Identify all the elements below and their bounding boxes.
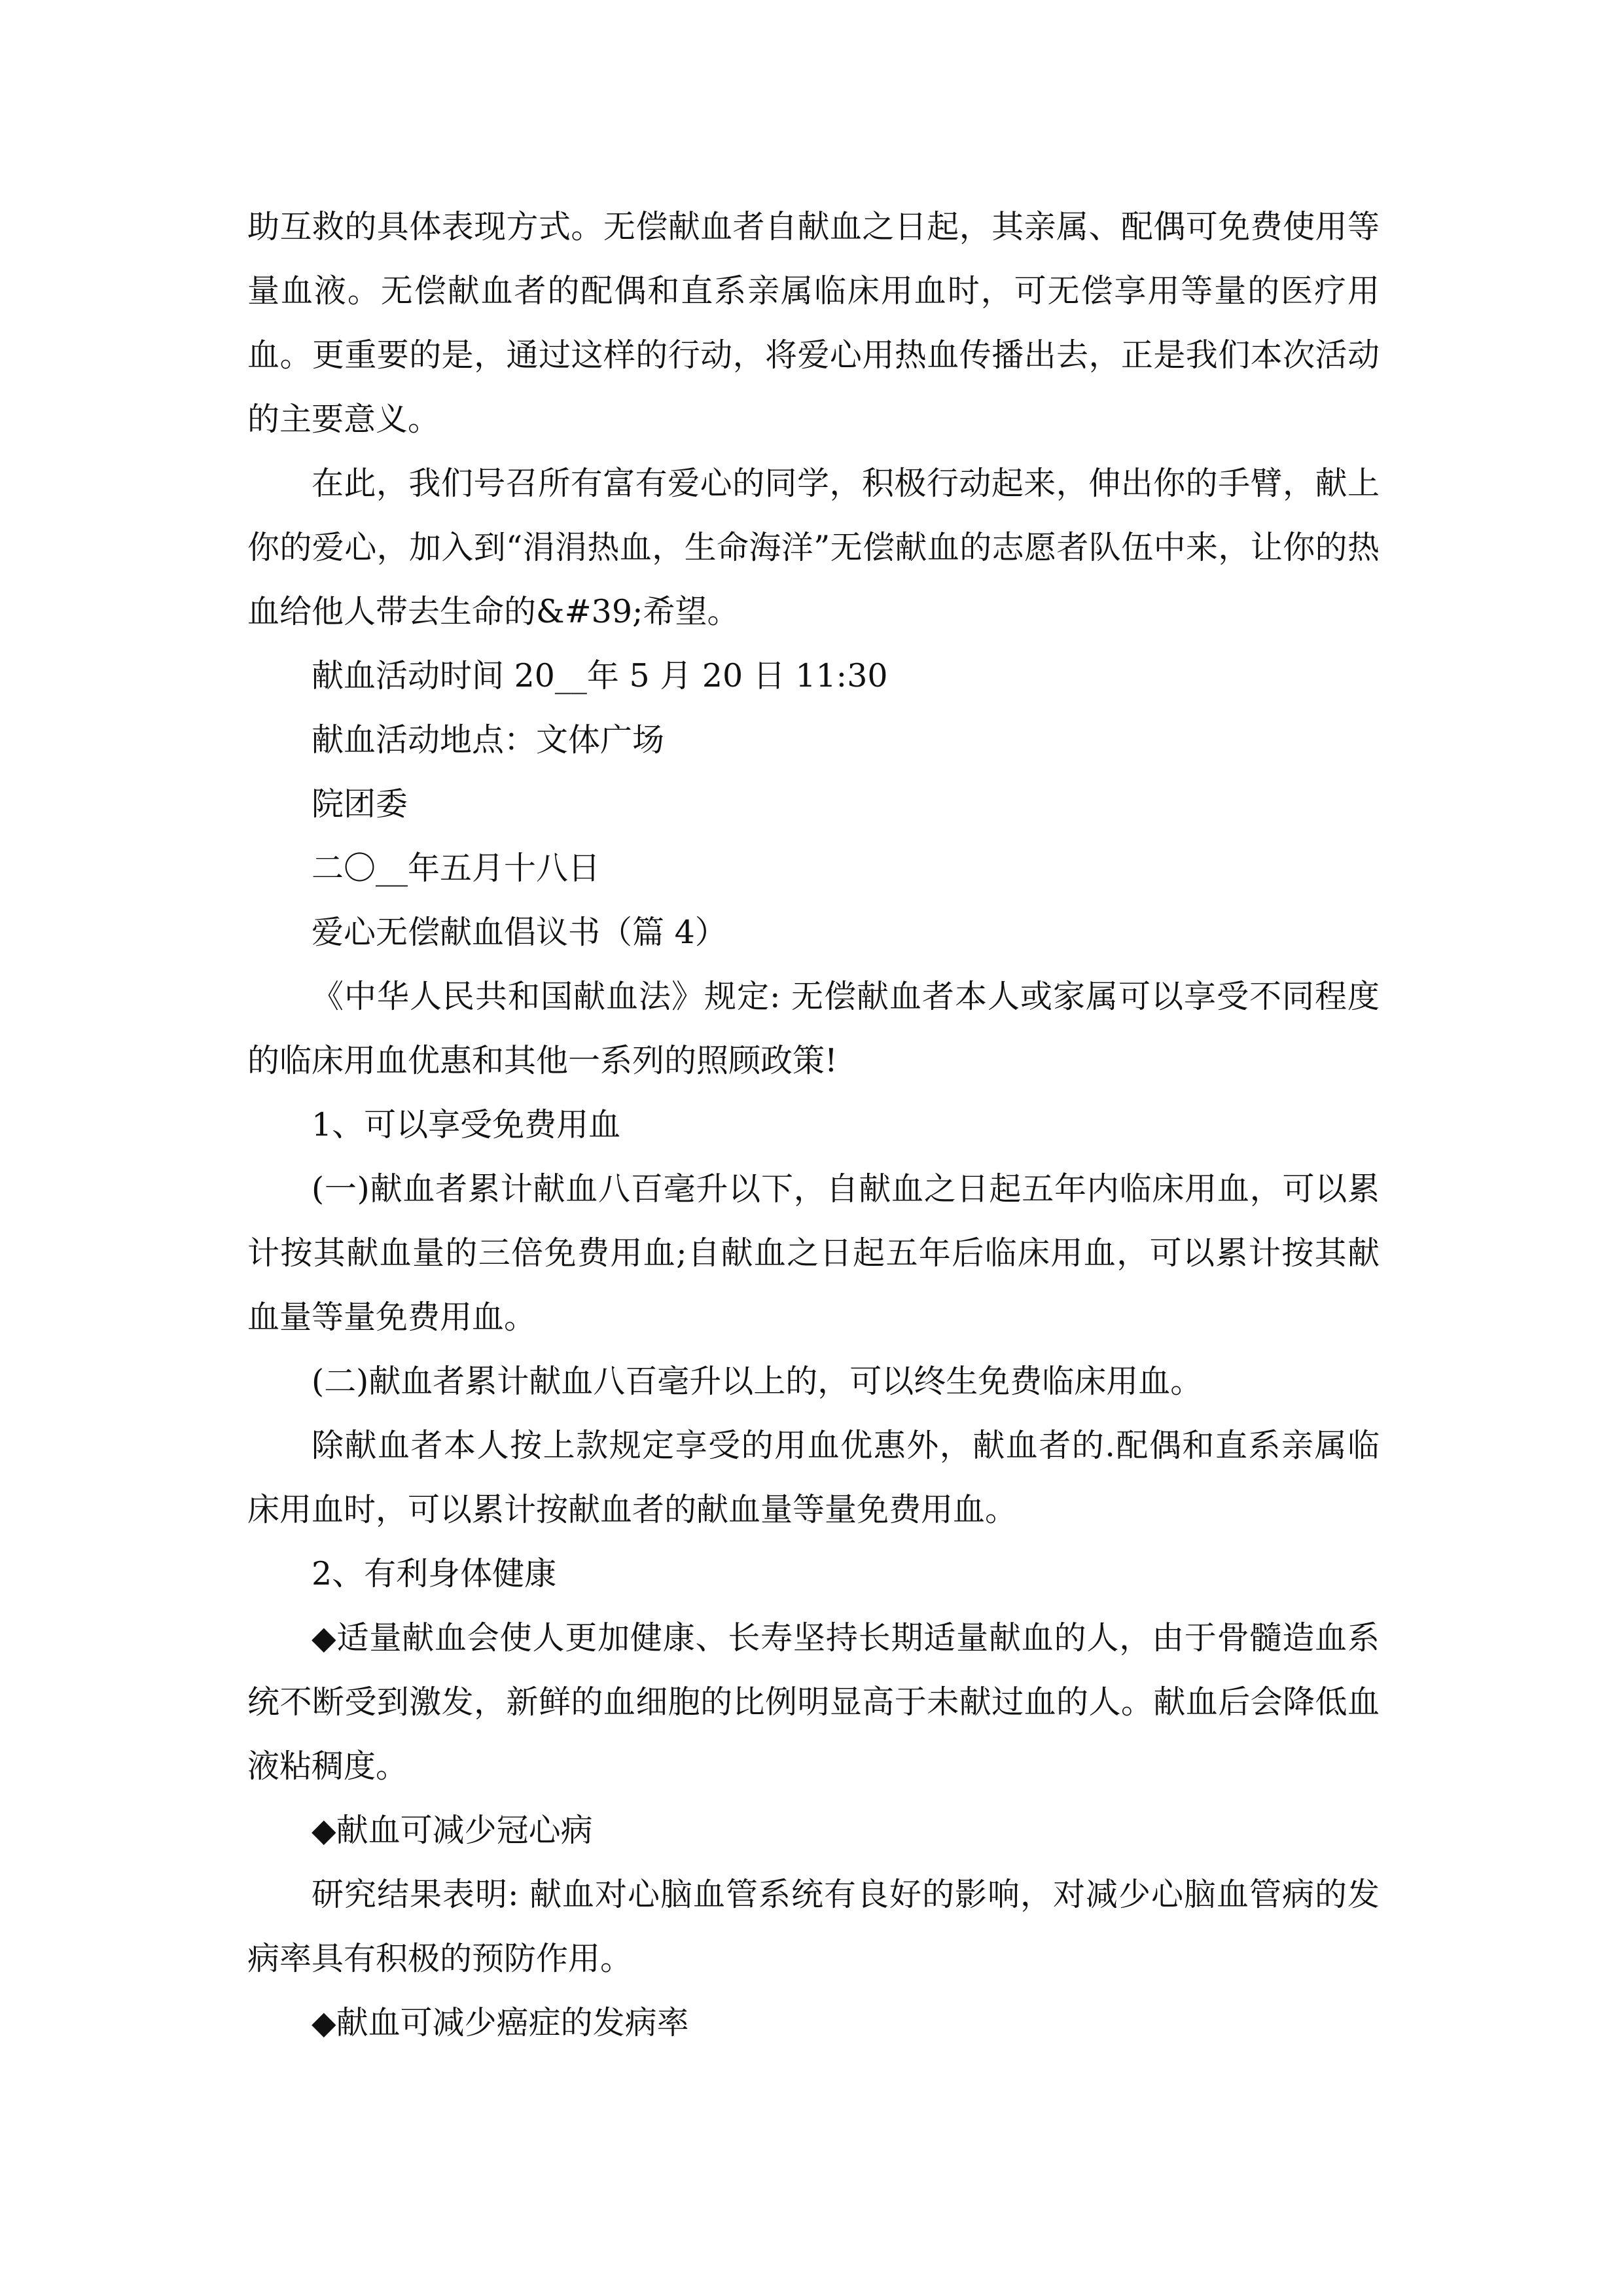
paragraph: (一)献血者累计献血八百毫升以下，自献血之日起五年内临床用血，可以累计按其献血量的三倍免费用血;自献血之日起五年后临床用血，可以累计按其献血量等量免费用血。 xyxy=(247,1170,1380,1336)
bullet-heading: ◆献血可减少冠心病 xyxy=(312,1812,593,1849)
paragraph: 除献血者本人按上款规定享受的用血优惠外，献血者的.配偶和直系亲属临床用血时，可以累计按献血者的献血量等量免费用血。 xyxy=(247,1427,1380,1528)
section-heading: 爱心无偿献血倡议书（篇 4） xyxy=(312,914,727,951)
paragraph: 《中华人民共和国献血法》规定: 无偿献血者本人或家属可以享受不同程度的临床用血优惠和其他一系列的照顾政策! xyxy=(247,978,1380,1079)
paragraph: 研究结果表明: 献血对心脑血管系统有良好的影响，对减少心脑血管病的发病率具有积极的预防作用。 xyxy=(247,1876,1380,1977)
list-heading: 2、有利身体健康 xyxy=(312,1555,557,1592)
paragraph: (二)献血者累计献血八百毫升以上的，可以终生免费临床用血。 xyxy=(312,1363,1203,1400)
paragraph: 献血活动地点：文体广场 xyxy=(312,721,665,759)
bullet-heading: ◆献血可减少癌症的发病率 xyxy=(312,2004,689,2041)
document-body xyxy=(247,195,1380,2055)
paragraph: 院团委 xyxy=(312,785,408,823)
paragraph: 二〇__年五月十八日 xyxy=(312,850,601,887)
paragraph: ◆适量献血会使人更加健康、长寿坚持长期适量献血的人，由于骨髓造血系统不断受到激发，新鲜的血细胞的比例明显高于未献过血的人。献血后会降低血液粘稠度。 xyxy=(247,1619,1380,1785)
paragraph: 献血活动时间 20__年 5 月 20 日 11:30 xyxy=(312,657,888,694)
list-heading: 1、可以享受免费用血 xyxy=(312,1106,621,1143)
paragraph: 在此，我们号召所有富有爱心的同学，积极行动起来，伸出你的手臂，献上你的爱心，加入到“涓涓热血，生命海洋”无偿献血的志愿者队伍中来，让你的热血给他人带去生命的&#39;希望。 xyxy=(247,465,1380,630)
paragraph: 助互救的具体表现方式。无偿献血者自献血之日起，其亲属、配偶可免费使用等量血液。无偿献血者的配偶和直系亲属临床用血时，可无偿享用等量的医疗用血。更重要的是，通过这样的行动，将爱心用热血传播出去，正是我们本次活动的主要意义。 xyxy=(247,208,1380,438)
